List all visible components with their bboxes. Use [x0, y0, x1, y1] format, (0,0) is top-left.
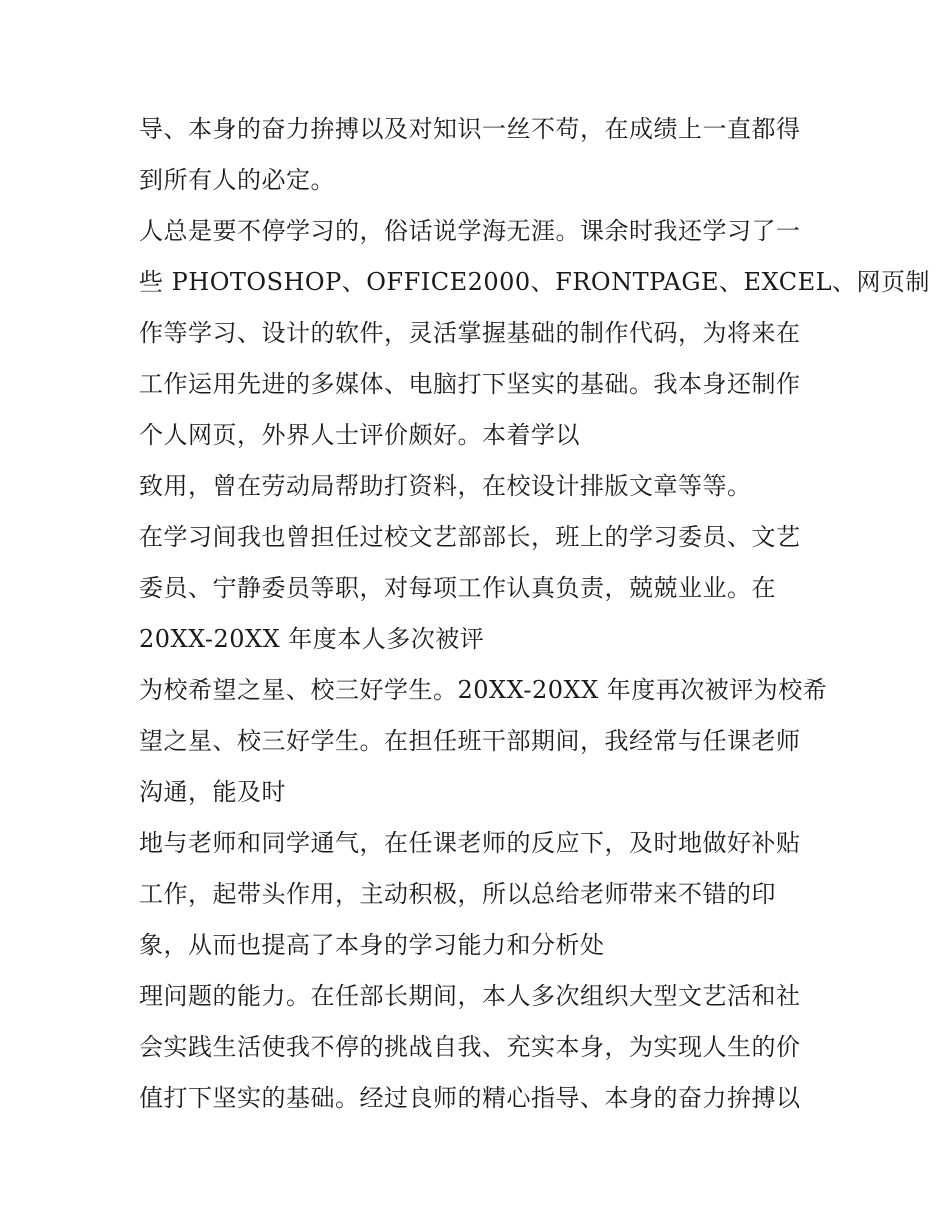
text-line: 工作，起带头作用，主动积极，所以总给老师带来不错的印	[139, 880, 776, 908]
text-line: 理问题的能力。在任部长期间，本人多次组织大型文艺活和社	[139, 982, 801, 1010]
text-line: 值打下坚实的基础。经过良师的精心指导、本身的奋力拚搏以	[139, 1084, 801, 1112]
text-line: 作等学习、设计的软件，灵活掌握基础的制作代码，为将来在	[139, 319, 801, 347]
text-line: 人总是要不停学习的，俗话说学海无涯。课余时我还学习了一	[139, 217, 801, 245]
text-line: 到所有人的必定。	[139, 166, 335, 194]
text-line: 象，从而也提高了本身的学习能力和分析处	[139, 931, 605, 959]
body-text	[139, 104, 931, 1124]
text-line: 致用，曾在劳动局帮助打资料，在校设计排版文章等等。	[139, 472, 752, 500]
text-line: 工作运用先进的多媒体、电脑打下坚实的基础。我本身还制作	[139, 370, 801, 398]
text-line: 在学习间我也曾担任过校文艺部部长，班上的学习委员、文艺	[139, 523, 801, 551]
text-line: 沟通，能及时	[139, 778, 286, 806]
text-line: 导、本身的奋力拚搏以及对知识一丝不苟，在成绩上一直都得	[139, 115, 801, 143]
text-line: 20XX-20XX 年度本人多次被评	[139, 625, 485, 653]
text-line: 地与老师和同学通气，在任课老师的反应下，及时地做好补贴	[139, 829, 801, 857]
text-line: 些 PHOTOSHOP、OFFICE2000、FRONTPAGE、EXCEL、网页制	[139, 268, 931, 296]
text-line: 委员、宁静委员等职，对每项工作认真负责，兢兢业业。在	[139, 574, 776, 602]
text-line: 为校希望之星、校三好学生。20XX-20XX 年度再次被评为校希	[139, 676, 828, 704]
text-line: 望之星、校三好学生。在担任班干部期间，我经常与任课老师	[139, 727, 801, 755]
text-line: 会实践生活使我不停的挑战自我、充实本身，为实现人生的价	[139, 1033, 801, 1061]
text-line: 个人网页，外界人士评价颇好。本着学以	[139, 421, 580, 449]
